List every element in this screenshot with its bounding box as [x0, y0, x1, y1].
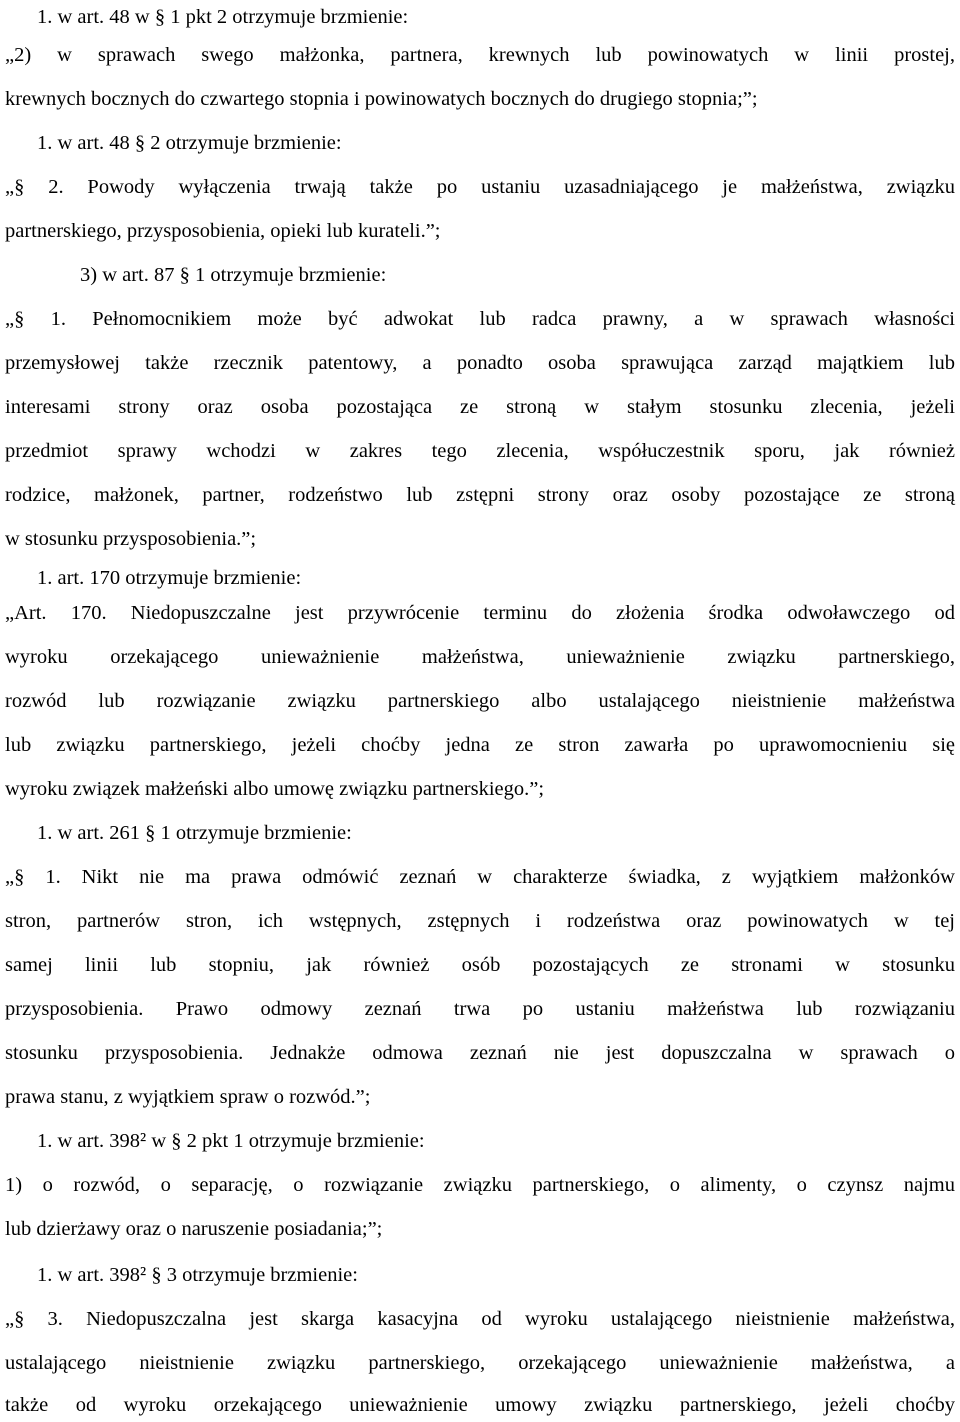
amendment-heading: 1. w art. 398² w § 2 pkt 1 otrzymuje brzmienie: [37, 1130, 425, 1152]
text-line: ustalającego nieistnienie związku partnerskiego, orzekającego unieważnienie małżeństwa, a [5, 1352, 955, 1374]
text-line: przysposobienia. Prawo odmowy zeznań trwa po ustaniu małżeństwa lub rozwiązaniu [5, 998, 955, 1020]
text-line: przedmiot sprawy wchodzi w zakres tego zlecenia, współuczestnik sporu, jak również [5, 440, 955, 462]
text-line: także od wyroku orzekającego unieważnienie umowy związku partnerskiego, jeżeli choćby [5, 1394, 955, 1416]
text-line: „§ 2. Powody wyłączenia trwają także po ustaniu uzasadniającego je małżeństwa, związku [5, 176, 955, 198]
text-line: lub dzierżawy oraz o naruszenie posiadania;”; [5, 1218, 383, 1240]
text-line: prawa stanu, z wyjątkiem spraw o rozwód.”; [5, 1086, 371, 1108]
text-line: „§ 1. Pełnomocnikiem może być adwokat lub radca prawny, a w sprawach własności [5, 308, 955, 330]
text-line: rodzice, małżonek, partner, rodzeństwo lub zstępni strony oraz osoby pozostające ze stroną [5, 484, 955, 506]
text-line: stron, partnerów stron, ich wstępnych, zstępnych i rodzeństwa oraz powinowatych w tej [5, 910, 955, 932]
text-line: „Art. 170. Niedopuszczalne jest przywrócenie terminu do złożenia środka odwoławczego od [5, 602, 955, 624]
amendment-heading: 1. w art. 261 § 1 otrzymuje brzmienie: [37, 822, 352, 844]
text-line: samej linii lub stopniu, jak również osób pozostających ze stronami w stosunku [5, 954, 955, 976]
amendment-heading: 3) w art. 87 § 1 otrzymuje brzmienie: [80, 264, 387, 286]
text-line: wyroku związek małżeński albo umowę związku partnerskiego.”; [5, 778, 545, 800]
text-line: stosunku przysposobienia. Jednakże odmowa zeznań nie jest dopuszczalna w sprawach o [5, 1042, 955, 1064]
amendment-heading: 1. w art. 48 w § 1 pkt 2 otrzymuje brzmienie: [37, 6, 409, 28]
text-line: „§ 3. Niedopuszczalna jest skarga kasacyjna od wyroku ustalającego nieistnienie małżeństwa, [5, 1308, 955, 1330]
text-line: rozwód lub rozwiązanie związku partnerskiego albo ustalającego nieistnienie małżeństwa [5, 690, 955, 712]
text-line: lub związku partnerskiego, jeżeli choćby jedna ze stron zawarła po uprawomocnieniu się [5, 734, 955, 756]
text-line: wyroku orzekającego unieważnienie małżeństwa, unieważnienie związku partnerskiego, [5, 646, 955, 668]
text-line: w stosunku przysposobienia.”; [5, 528, 257, 550]
text-line: partnerskiego, przysposobienia, opieki lub kurateli.”; [5, 220, 441, 242]
text-line: interesami strony oraz osoba pozostająca ze stroną w stałym stosunku zlecenia, jeżeli [5, 396, 955, 418]
text-line: krewnych bocznych do czwartego stopnia i powinowatych bocznych do drugiego stopnia;”; [5, 88, 758, 110]
text-line: przemysłowej także rzecznik patentowy, a ponadto osoba sprawująca zarząd majątkiem lub [5, 352, 955, 374]
amendment-heading: 1. w art. 48 § 2 otrzymuje brzmienie: [37, 132, 342, 154]
text-line: „§ 1. Nikt nie ma prawa odmówić zeznań w charakterze świadka, z wyjątkiem małżonków [5, 866, 955, 888]
text-line: „2) w sprawach swego małżonka, partnera, krewnych lub powinowatych w linii prostej, [5, 44, 955, 66]
amendment-heading: 1. w art. 398² § 3 otrzymuje brzmienie: [37, 1264, 358, 1286]
amendment-heading: 1. art. 170 otrzymuje brzmienie: [37, 567, 302, 589]
text-line: 1) o rozwód, o separację, o rozwiązanie związku partnerskiego, o alimenty, o czynsz najmu [5, 1174, 955, 1196]
